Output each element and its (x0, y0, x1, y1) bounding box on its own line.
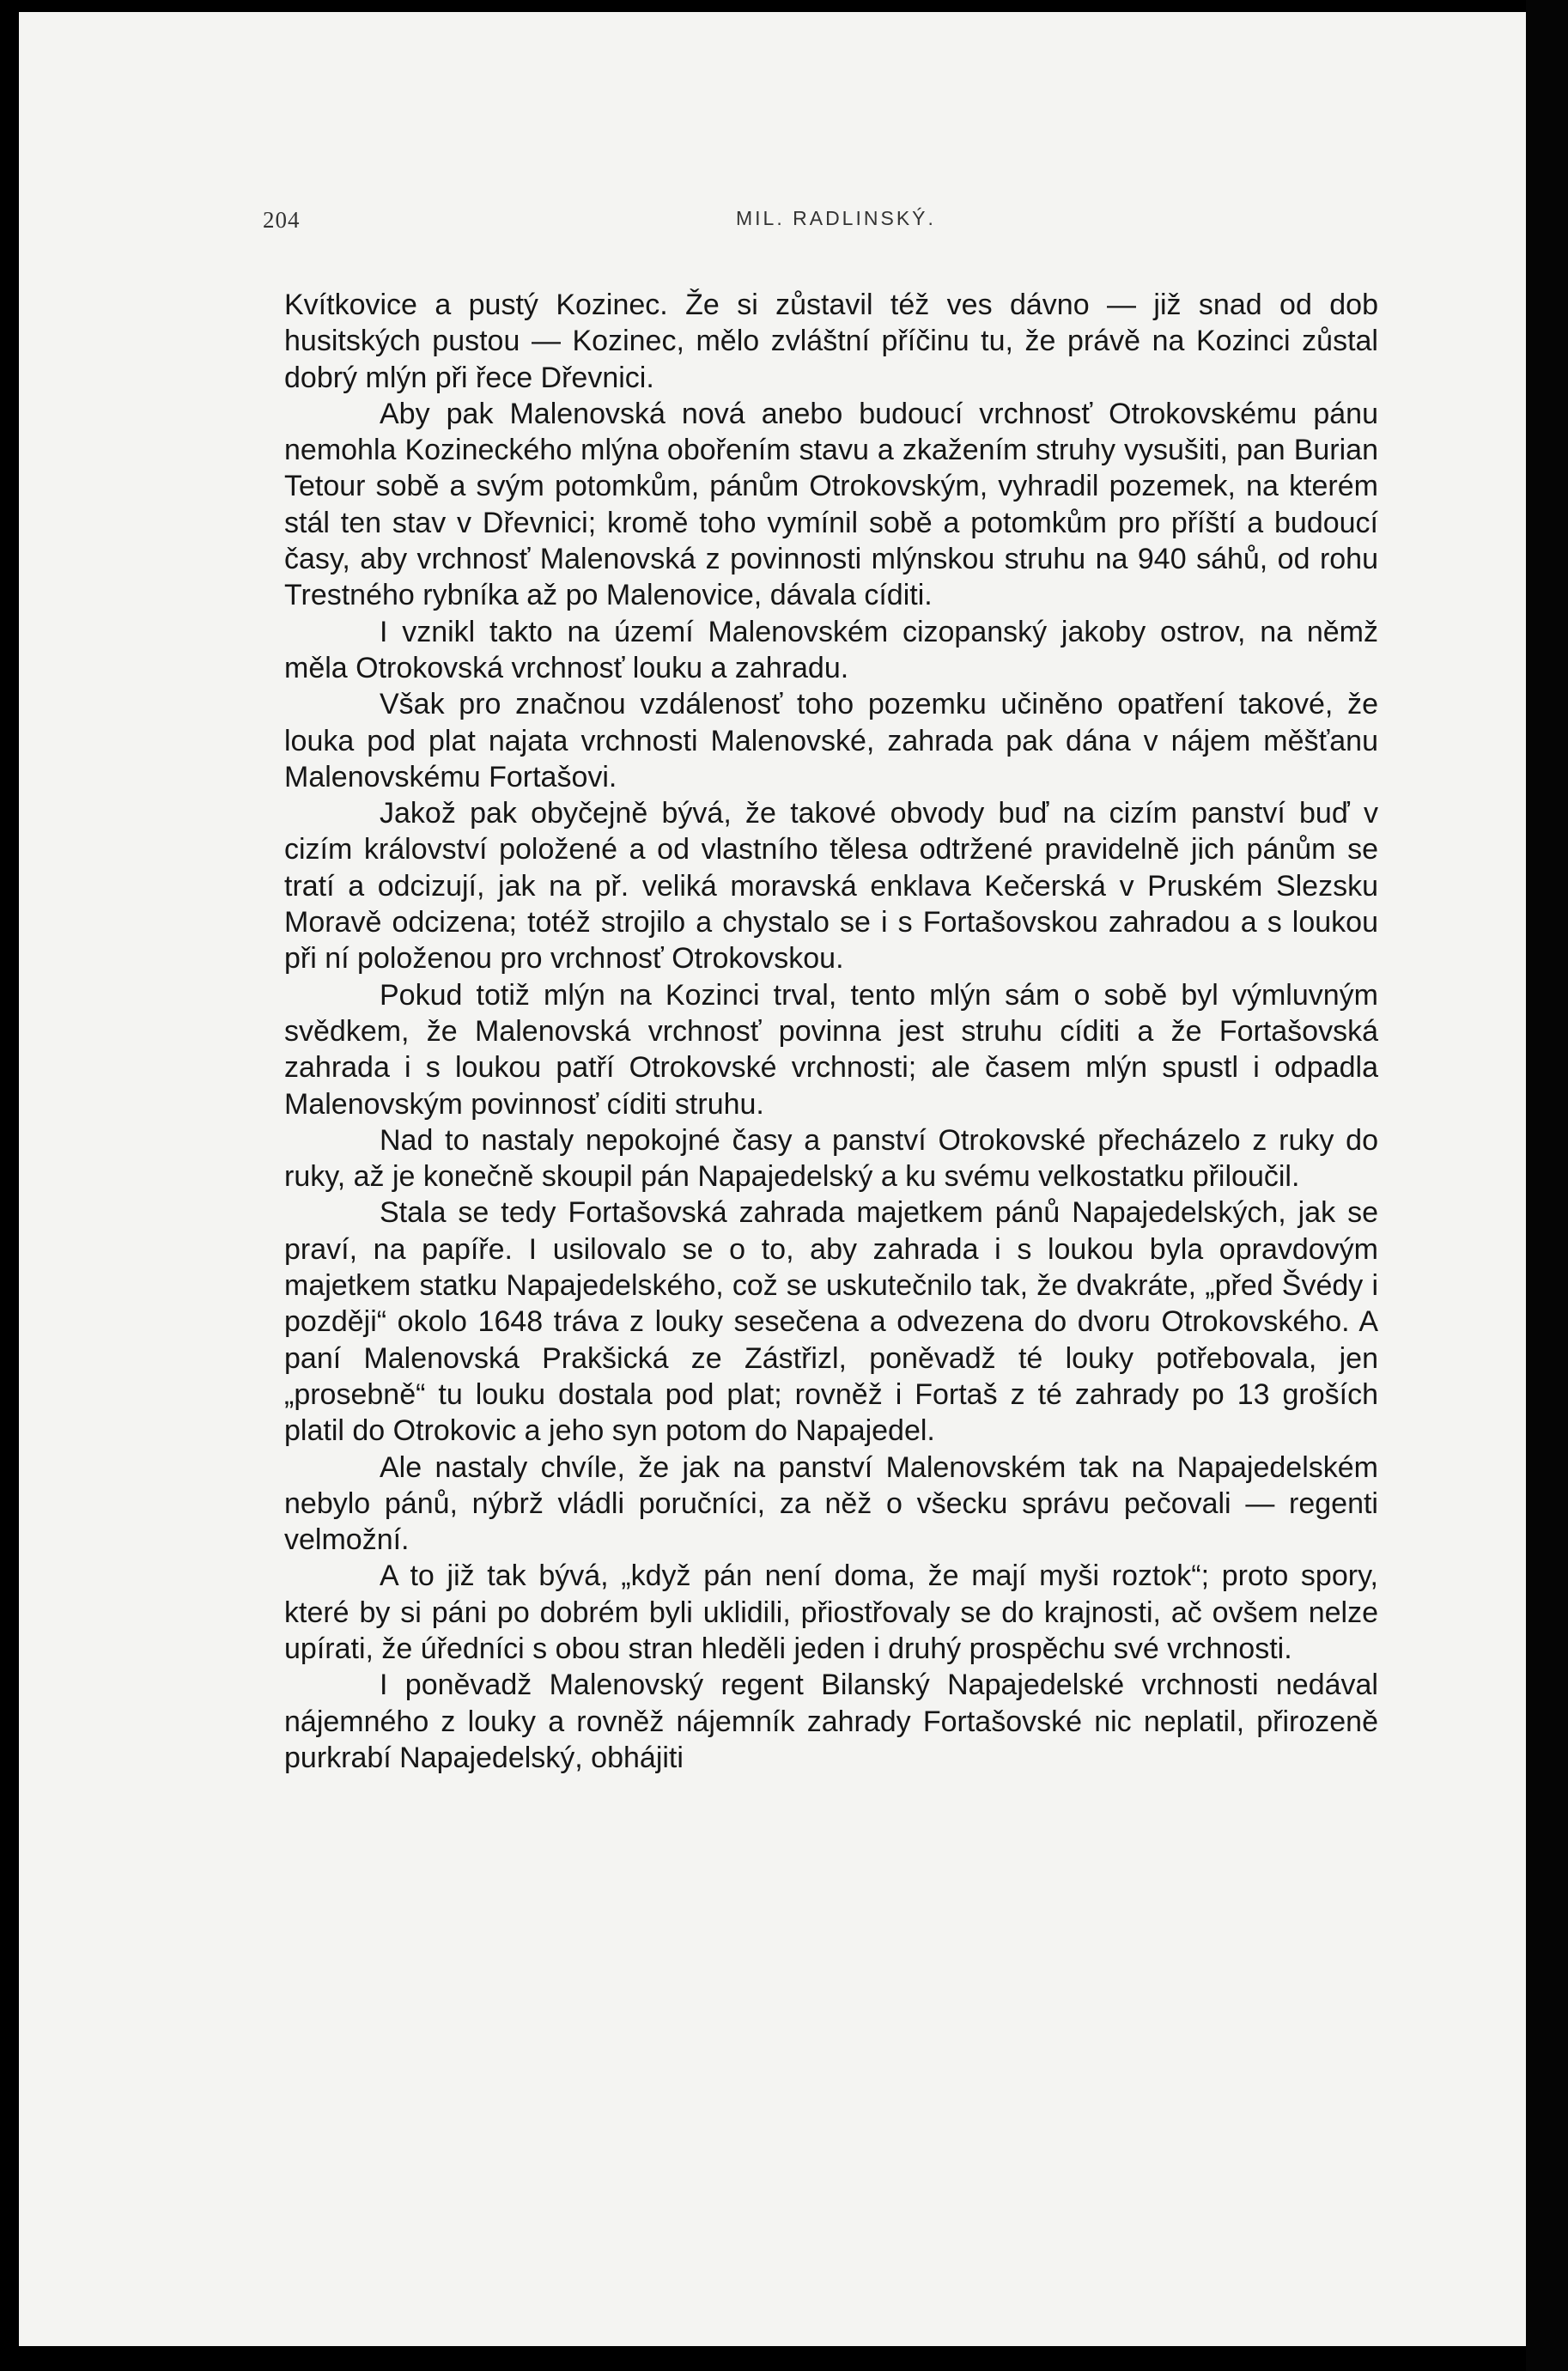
paragraph: Ale nastaly chvíle, že jak na panství Malenovském tak na Napajedelském nebylo pánů, nýbrž vládli poručníci, za něž o všecku správu pečovali — regenti velmožní. (284, 1450, 1378, 1557)
scan-right-border (1526, 0, 1568, 2371)
paragraph: I poněvadž Malenovský regent Bilanský Napajedelské vrchnosti nedával nájemného z louky a rovněž nájemník zahrady Fortašovské nic neplatil, přirozeně purkrabí Napajedelský, obhájiti (284, 1669, 1378, 1774)
paragraph: Aby pak Malenovská nová anebo budoucí vrchnosť Otrokovskému pánu nemohla Kozineckého mlýna obořením stavu a zkažením struhy vysušiti, pan Burian Tetour sobě a svým potomkům, pánům Otrokovským, vyhradil pozemek, na kterém stál ten stav v Dřevnici; kromě toho vymínil sobě a potomkům pro příští a budoucí časy, aby vrchnosť Malenovská z povinnosti mlýnskou struhu na 940 sáhů, od rohu Trestného rybníka až po Malenovice, dávala cíditi. (284, 397, 1378, 612)
paragraph: Stala se tedy Fortašovská zahrada majetkem pánů Napajedelských, jak se praví, na papíře. I usilovalo se o to, aby zahrada i s loukou byla opravdovým majetkem statku Napajedelského, což se uskutečnilo tak, že dvakráte, „před Švédy i později“ okolo 1648 tráva z louky sesečena a odvezena do dvoru Otrokovského. A paní Malenovská Prakšická ze Zástřizl, poněvadž té louky potřebovala, jen „prosebně“ tu louku dostala pod plat; rovněž i Fortaš z té zahrady po 13 groších platil do Otrokovic a jeho syn potom do Napajedel. (284, 1196, 1378, 1448)
paragraph: A to již tak bývá, „když pán není doma, že mají myši roztok“; proto spory, které by si páni po dobrém byli uklidili, přiostřovaly se do krajnosti, ač ovšem nelze upírati, že úředníci s obou stran hleděli jeden i druhý prospěchu své vrchnosti. (284, 1559, 1378, 1665)
paragraph: Jakož pak obyčejně bývá, že takové obvody buď na cizím panství buď v cizím království položené a od vlastního tělesa odtržené pravidelně jich pánům se tratí a odcizují, jak na př. veliká moravská enklava Kečerská v Pruském Slezsku Moravě odcizena; totéž strojilo a chystalo se i s Fortašovskou zahradou a s loukou při ní položenou pro vrchnosť Otrokovskou. (284, 797, 1378, 976)
running-head: MIL. RADLINSKÝ. (736, 207, 936, 229)
paragraph: Nad to nastaly nepokojné časy a panství Otrokovské přecházelo z ruky do ruky, až je konečně skoupil pán Napajedelský a ku svému velkostatku přiloučil. (284, 1123, 1378, 1194)
page-header (263, 207, 1379, 241)
paragraph: Však pro značnou vzdálenosť toho pozemku učiněno opatření takové, že louka pod plat najata vrchnosti Malenovské, zahrada pak dána v nájem měšťanu Malenovskému Fortašovi. (284, 688, 1378, 793)
page-number: 204 (263, 207, 301, 233)
paragraph: Pokud totiž mlýn na Kozinci trval, tento mlýn sám o sobě byl výmluvným svědkem, že Malenovská vrchnosť povinna jest struhu cíditi a že Fortašovská zahrada i s loukou patří Otrokovské vrchnosti; ale časem mlýn spustl i odpadla Malenovským povinnosť cíditi struhu. (284, 978, 1378, 1121)
scanned-page (19, 12, 1526, 2346)
paragraph: Kvítkovice a pustý Kozinec. Že si zůstavil též ves dávno — již snad od dob husitských pustou — Kozinec, mělo zvláštní příčinu tu, že právě na Kozinci zůstal dobrý mlýn při řece Dřevnici. (284, 289, 1378, 394)
paragraph: I vznikl takto na území Malenovském cizopanský jakoby ostrov, na němž měla Otrokovská vrchnosť louku a zahradu. (284, 615, 1378, 684)
body-text (284, 287, 1378, 1776)
